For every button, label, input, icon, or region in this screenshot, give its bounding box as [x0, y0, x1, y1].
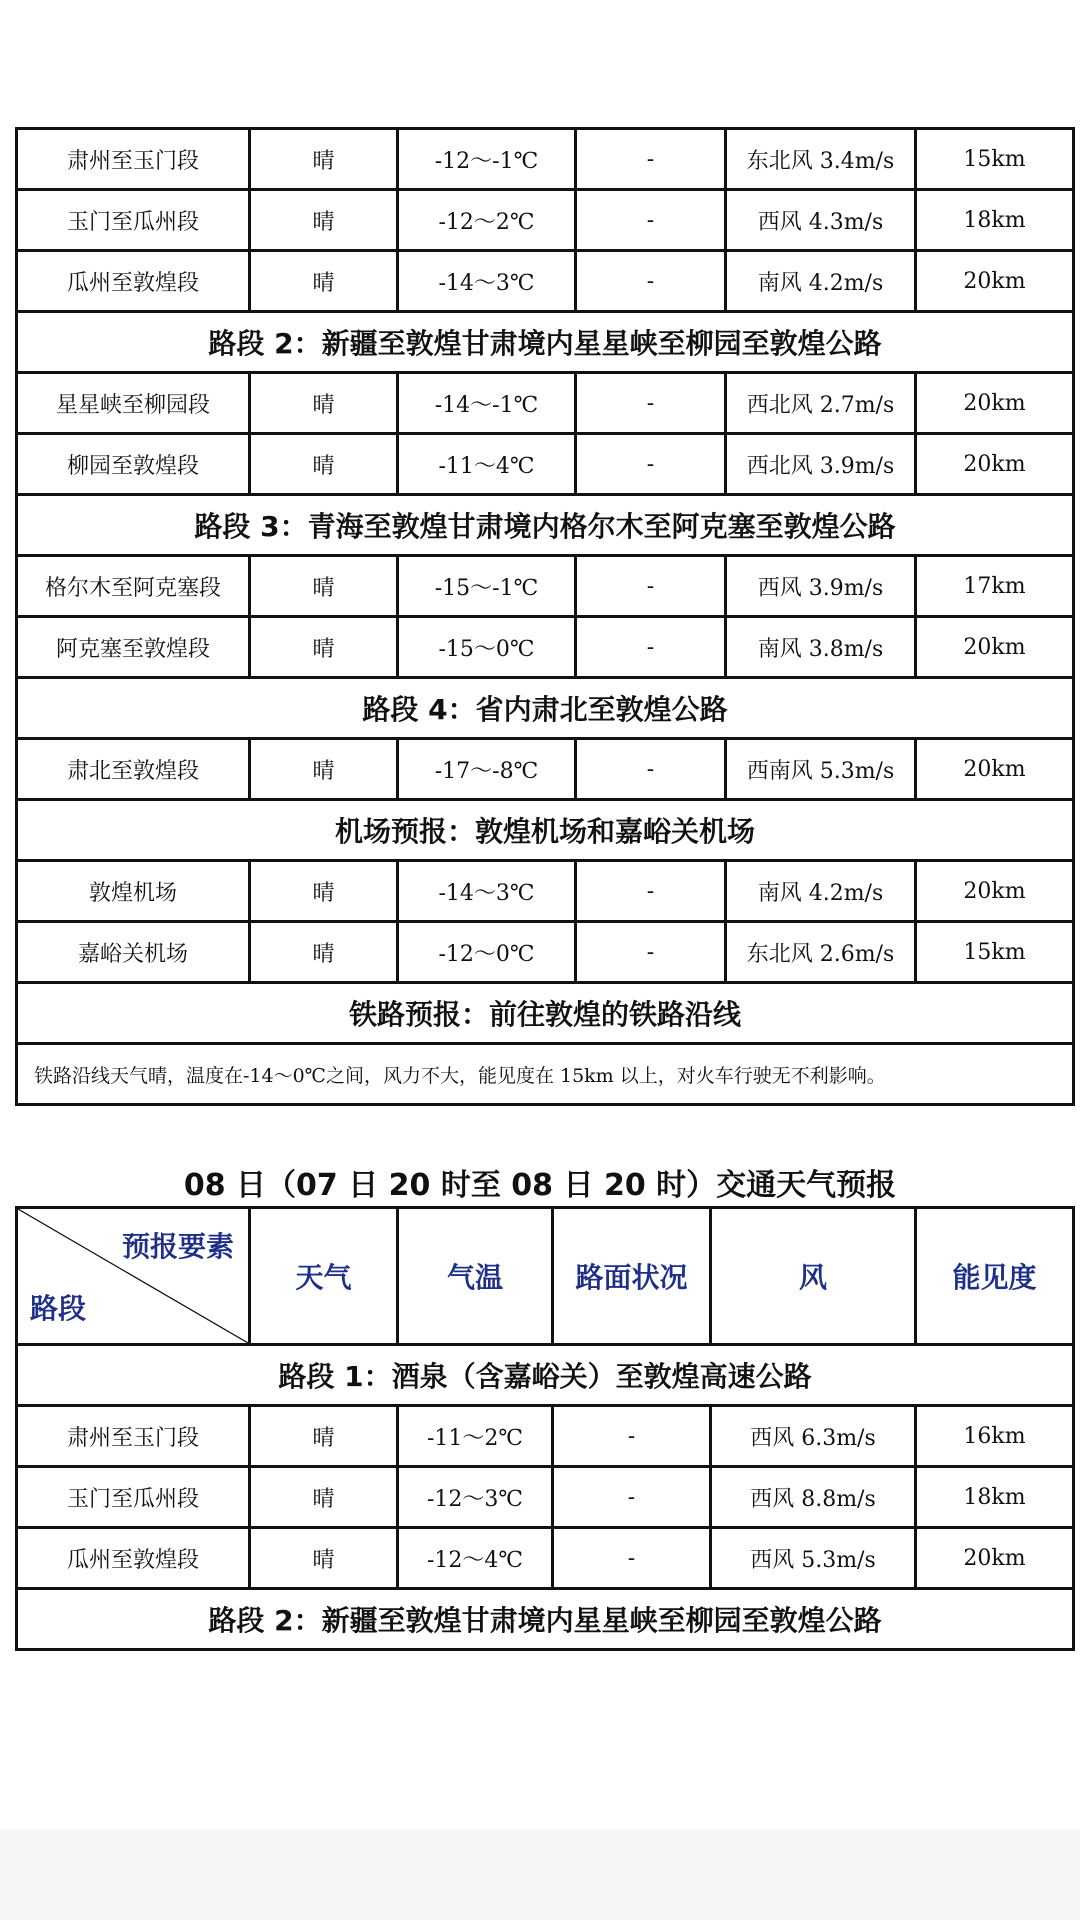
cell-segment: 敦煌机场	[17, 861, 250, 922]
cell-wind: 西风 8.8m/s	[711, 1467, 916, 1528]
section-title-row	[17, 800, 1074, 861]
cell-wind: 西北风 2.7m/s	[726, 373, 916, 434]
cell-road-condition: -	[576, 556, 726, 617]
cell-temperature: -15～0℃	[398, 617, 576, 678]
header-road-condition: 路面状况	[553, 1208, 711, 1345]
forecast-08-title: 08 日（07 日 20 时至 08 日 20 时）交通天气预报	[183, 1168, 897, 1203]
cell-road-condition: -	[576, 739, 726, 800]
cell-weather: 晴	[250, 1406, 398, 1467]
cell-weather: 晴	[250, 739, 398, 800]
section-title: 路段 2：新疆至敦煌甘肃境内星星峡至柳园至敦煌公路	[17, 1589, 1074, 1650]
section-title-row	[17, 678, 1074, 739]
cell-road-condition: -	[576, 129, 726, 190]
cell-segment: 玉门至瓜州段	[17, 1467, 250, 1528]
cell-visibility: 20km	[916, 434, 1074, 495]
header-visibility: 能见度	[916, 1208, 1074, 1345]
cell-wind: 西南风 5.3m/s	[726, 739, 916, 800]
cell-visibility: 16km	[916, 1406, 1074, 1467]
cell-segment: 瓜州至敦煌段	[17, 1528, 250, 1589]
cell-weather: 晴	[250, 617, 398, 678]
cell-temperature: -12～2℃	[398, 190, 576, 251]
section-title: 路段 2：新疆至敦煌甘肃境内星星峡至柳园至敦煌公路	[17, 312, 1074, 373]
cell-temperature: -14～-1℃	[398, 373, 576, 434]
cell-wind: 西北风 3.9m/s	[726, 434, 916, 495]
cell-weather: 晴	[250, 556, 398, 617]
cell-wind: 西风 6.3m/s	[711, 1406, 916, 1467]
cell-weather: 晴	[250, 922, 398, 983]
cell-weather: 晴	[250, 373, 398, 434]
cell-segment: 玉门至瓜州段	[17, 190, 250, 251]
cell-visibility: 20km	[916, 373, 1074, 434]
cell-segment: 肃州至玉门段	[17, 1406, 250, 1467]
cell-temperature: -14～3℃	[398, 861, 576, 922]
cell-visibility: 20km	[916, 1528, 1074, 1589]
diagonal-header-cell	[17, 1208, 250, 1345]
cell-visibility: 20km	[916, 251, 1074, 312]
table-header-row	[17, 1208, 1074, 1345]
table-row	[17, 922, 1074, 983]
cell-temperature: -11～2℃	[398, 1406, 553, 1467]
cell-wind: 西风 4.3m/s	[726, 190, 916, 251]
cell-road-condition: -	[576, 861, 726, 922]
cell-road-condition: -	[553, 1528, 711, 1589]
cell-visibility: 15km	[916, 922, 1074, 983]
cell-weather: 晴	[250, 251, 398, 312]
cell-wind: 东北风 2.6m/s	[726, 922, 916, 983]
cell-temperature: -12～4℃	[398, 1528, 553, 1589]
cell-segment: 嘉峪关机场	[17, 922, 250, 983]
section-title-row	[17, 1589, 1074, 1650]
cell-road-condition: -	[553, 1406, 711, 1467]
section-title: 机场预报：敦煌机场和嘉峪关机场	[17, 800, 1074, 861]
cell-temperature: -11～4℃	[398, 434, 576, 495]
cell-road-condition: -	[553, 1467, 711, 1528]
section-title: 路段 1：酒泉（含嘉峪关）至敦煌高速公路	[17, 1345, 1074, 1406]
cell-wind: 西风 5.3m/s	[711, 1528, 916, 1589]
cell-segment: 柳园至敦煌段	[17, 434, 250, 495]
section-title-row	[17, 312, 1074, 373]
cell-visibility: 18km	[916, 190, 1074, 251]
table-row	[17, 373, 1074, 434]
table-row	[17, 251, 1074, 312]
cell-road-condition: -	[576, 190, 726, 251]
cell-weather: 晴	[250, 1467, 398, 1528]
cell-temperature: -14～3℃	[398, 251, 576, 312]
cell-segment: 肃州至玉门段	[17, 129, 250, 190]
forecast-table-07	[15, 127, 1075, 1106]
cell-weather: 晴	[250, 129, 398, 190]
cell-visibility: 20km	[916, 739, 1074, 800]
table-row	[17, 861, 1074, 922]
table-row	[17, 190, 1074, 251]
cell-weather: 晴	[250, 1528, 398, 1589]
railway-note-row	[17, 1044, 1074, 1105]
cell-wind: 西风 3.9m/s	[726, 556, 916, 617]
table-row	[17, 1406, 1074, 1467]
section-title: 路段 4：省内肃北至敦煌公路	[17, 678, 1074, 739]
cell-wind: 东北风 3.4m/s	[726, 129, 916, 190]
cell-wind: 南风 4.2m/s	[726, 861, 916, 922]
cell-segment: 星星峡至柳园段	[17, 373, 250, 434]
cell-visibility: 18km	[916, 1467, 1074, 1528]
section-title: 路段 3：青海至敦煌甘肃境内格尔木至阿克塞至敦煌公路	[17, 495, 1074, 556]
header-temperature: 气温	[398, 1208, 553, 1345]
cell-weather: 晴	[250, 434, 398, 495]
table-row	[17, 1467, 1074, 1528]
table-row	[17, 129, 1074, 190]
header-weather: 天气	[250, 1208, 398, 1345]
table-row	[17, 739, 1074, 800]
cell-segment: 瓜州至敦煌段	[17, 251, 250, 312]
table-row	[17, 434, 1074, 495]
cell-weather: 晴	[250, 190, 398, 251]
forecast-table-08	[15, 1206, 1075, 1651]
cell-weather: 晴	[250, 861, 398, 922]
table-row	[17, 1528, 1074, 1589]
table-row	[17, 617, 1074, 678]
cell-wind: 南风 3.8m/s	[726, 617, 916, 678]
cell-road-condition: -	[576, 373, 726, 434]
cell-road-condition: -	[576, 251, 726, 312]
railway-section-title: 铁路预报：前往敦煌的铁路沿线	[17, 983, 1074, 1044]
header-elements-label: 预报要素	[121, 1230, 234, 1263]
cell-visibility: 20km	[916, 617, 1074, 678]
cell-visibility: 17km	[916, 556, 1074, 617]
cell-temperature: -15～-1℃	[398, 556, 576, 617]
railway-note: 铁路沿线天气晴，温度在-14～0℃之间，风力不大，能见度在 15km 以上，对火车行驶无不利影响。	[17, 1044, 1074, 1105]
cell-temperature: -17～-8℃	[398, 739, 576, 800]
section-title-row	[17, 1345, 1074, 1406]
cell-segment: 格尔木至阿克塞段	[17, 556, 250, 617]
cell-road-condition: -	[576, 922, 726, 983]
page-bottom-margin	[0, 1830, 1080, 1920]
cell-temperature: -12～-1℃	[398, 129, 576, 190]
cell-wind: 南风 4.2m/s	[726, 251, 916, 312]
cell-road-condition: -	[576, 434, 726, 495]
cell-visibility: 15km	[916, 129, 1074, 190]
cell-road-condition: -	[576, 617, 726, 678]
cell-segment: 肃北至敦煌段	[17, 739, 250, 800]
cell-temperature: -12～0℃	[398, 922, 576, 983]
table-row	[17, 556, 1074, 617]
cell-visibility: 20km	[916, 861, 1074, 922]
cell-temperature: -12～3℃	[398, 1467, 553, 1528]
header-wind: 风	[711, 1208, 916, 1345]
cell-segment: 阿克塞至敦煌段	[17, 617, 250, 678]
section-title-row	[17, 495, 1074, 556]
section-title-row	[17, 983, 1074, 1044]
header-segment-label: 路段	[30, 1292, 87, 1325]
